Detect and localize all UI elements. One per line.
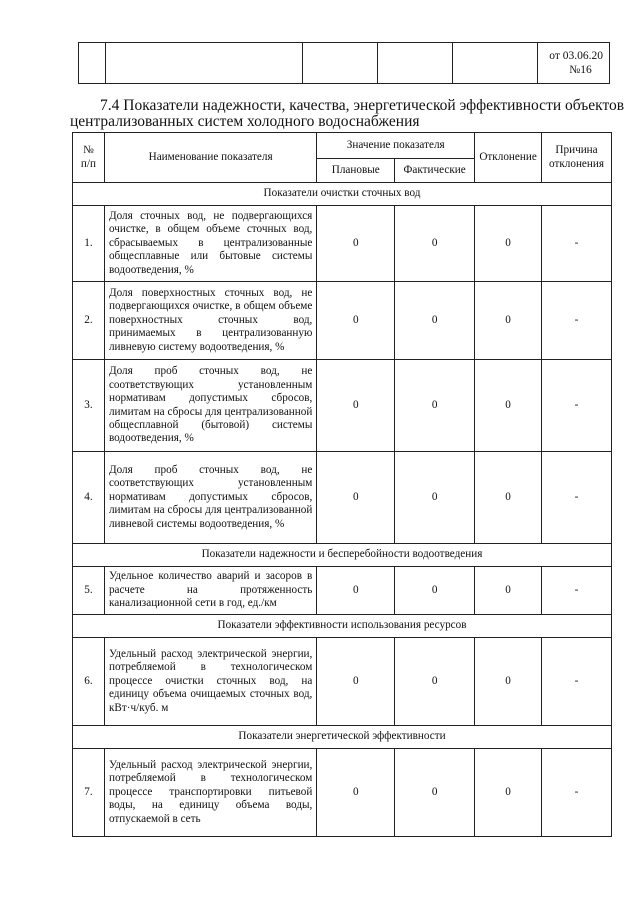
section-title-cell: Показатели эффективности использования ресурсов	[73, 615, 612, 638]
header-deviation: Отклонение	[475, 133, 542, 183]
table-row	[73, 452, 612, 544]
row-reason: -	[542, 638, 612, 726]
row-actual: 0	[395, 282, 475, 360]
header-planned: Плановые	[317, 159, 395, 183]
cell-empty	[106, 43, 303, 84]
row-planned: 0	[317, 360, 395, 452]
table-row	[73, 282, 612, 360]
section-row	[73, 544, 612, 567]
section-title-cell: Показатели энергетической эффективности	[73, 726, 612, 749]
header-actual: Фактические	[395, 159, 475, 183]
row-planned: 0	[317, 567, 395, 615]
row-planned: 0	[317, 452, 395, 544]
header-name: Наименование показателя	[104, 133, 316, 183]
cell-empty	[79, 43, 106, 84]
row-reason: -	[542, 452, 612, 544]
table-row	[73, 206, 612, 282]
cell-empty	[303, 43, 378, 84]
section-row	[73, 726, 612, 749]
row-name: Удельное количество аварий и засоров в расчете на протяженность канализационной сети в год, ед./км	[104, 567, 316, 615]
row-reason: -	[542, 282, 612, 360]
indicators-table	[72, 132, 612, 837]
row-actual: 0	[395, 749, 475, 837]
row-name: Доля поверхностных сточных вод, не подвергающихся очистке, в общем объеме поверхностных сточных вод, принимаемых в централизованную ливневую систему водоотведения, %	[104, 282, 316, 360]
table-row	[73, 360, 612, 452]
section-row	[73, 615, 612, 638]
cell-empty	[453, 43, 538, 84]
row-num: 1.	[73, 206, 105, 282]
row-deviation: 0	[475, 282, 542, 360]
row-planned: 0	[317, 282, 395, 360]
row-actual: 0	[395, 360, 475, 452]
row-name: Удельный расход электрической энергии, потребляемой в технологическом процессе очистки сточных вод, на единицу объема очищаемых сточных вод, кВт·ч/куб. м	[104, 638, 316, 726]
header-num: № п/п	[73, 133, 105, 183]
section-title-cell: Показатели надежности и бесперебойности водоотведения	[73, 544, 612, 567]
cell-empty	[378, 43, 453, 84]
row-name: Удельный расход электрической энергии, потребляемой в технологическом процессе транспортировки питьевой воды, на единицу объема воды, отпускаемой в сеть	[104, 749, 316, 837]
section-row	[73, 183, 612, 206]
row-planned: 0	[317, 749, 395, 837]
section-title	[70, 97, 625, 130]
header-value-group: Значение показателя	[317, 133, 475, 159]
section-title-line1: 7.4 Показатели надежности, качества, энергетической эффективности объектов	[100, 97, 625, 114]
section-title-cell: Показатели очистки сточных вод	[73, 183, 612, 206]
row-deviation: 0	[475, 360, 542, 452]
row-deviation: 0	[475, 567, 542, 615]
reference-date: от 03.06.20	[549, 50, 603, 62]
row-name: Доля проб сточных вод, не соответствующих установленным нормативам допустимых сбросов, лимитам на сбросы для централизованной общесплавной (бытовой) системы водоотведения, %	[104, 360, 316, 452]
row-deviation: 0	[475, 749, 542, 837]
row-deviation: 0	[475, 206, 542, 282]
row-name: Доля проб сточных вод, не соответствующих установленным нормативам допустимых сбросов, лимитам на сбросы для централизованной ливневой системы водоотведения, %	[104, 452, 316, 544]
section-title-line2: централизованных систем холодного водоснабжения	[70, 113, 420, 130]
header-reason: Причина отклонения	[542, 133, 612, 183]
row-num: 5.	[73, 567, 105, 615]
row-reason: -	[542, 360, 612, 452]
row-num: 6.	[73, 638, 105, 726]
reference-number: №16	[569, 64, 592, 76]
row-reason: -	[542, 749, 612, 837]
row-planned: 0	[317, 638, 395, 726]
row-num: 4.	[73, 452, 105, 544]
table-row	[73, 567, 612, 615]
table-row	[73, 638, 612, 726]
row-name: Доля сточных вод, не подвергающихся очистке, в общем объеме сточных вод, сбрасываемых в централизованные общесплавные или бытовые системы водоотведения, %	[104, 206, 316, 282]
row-actual: 0	[395, 567, 475, 615]
row-deviation: 0	[475, 638, 542, 726]
row-reason: -	[542, 567, 612, 615]
row-deviation: 0	[475, 452, 542, 544]
row-actual: 0	[395, 206, 475, 282]
row-num: 3.	[73, 360, 105, 452]
row-reason: -	[542, 206, 612, 282]
row-num: 7.	[73, 749, 105, 837]
table-row	[73, 749, 612, 837]
row-planned: 0	[317, 206, 395, 282]
row-num: 2.	[73, 282, 105, 360]
reference-cell	[538, 43, 610, 84]
row-actual: 0	[395, 452, 475, 544]
previous-page-table-end	[78, 42, 610, 84]
header-row	[73, 133, 612, 159]
row-actual: 0	[395, 638, 475, 726]
